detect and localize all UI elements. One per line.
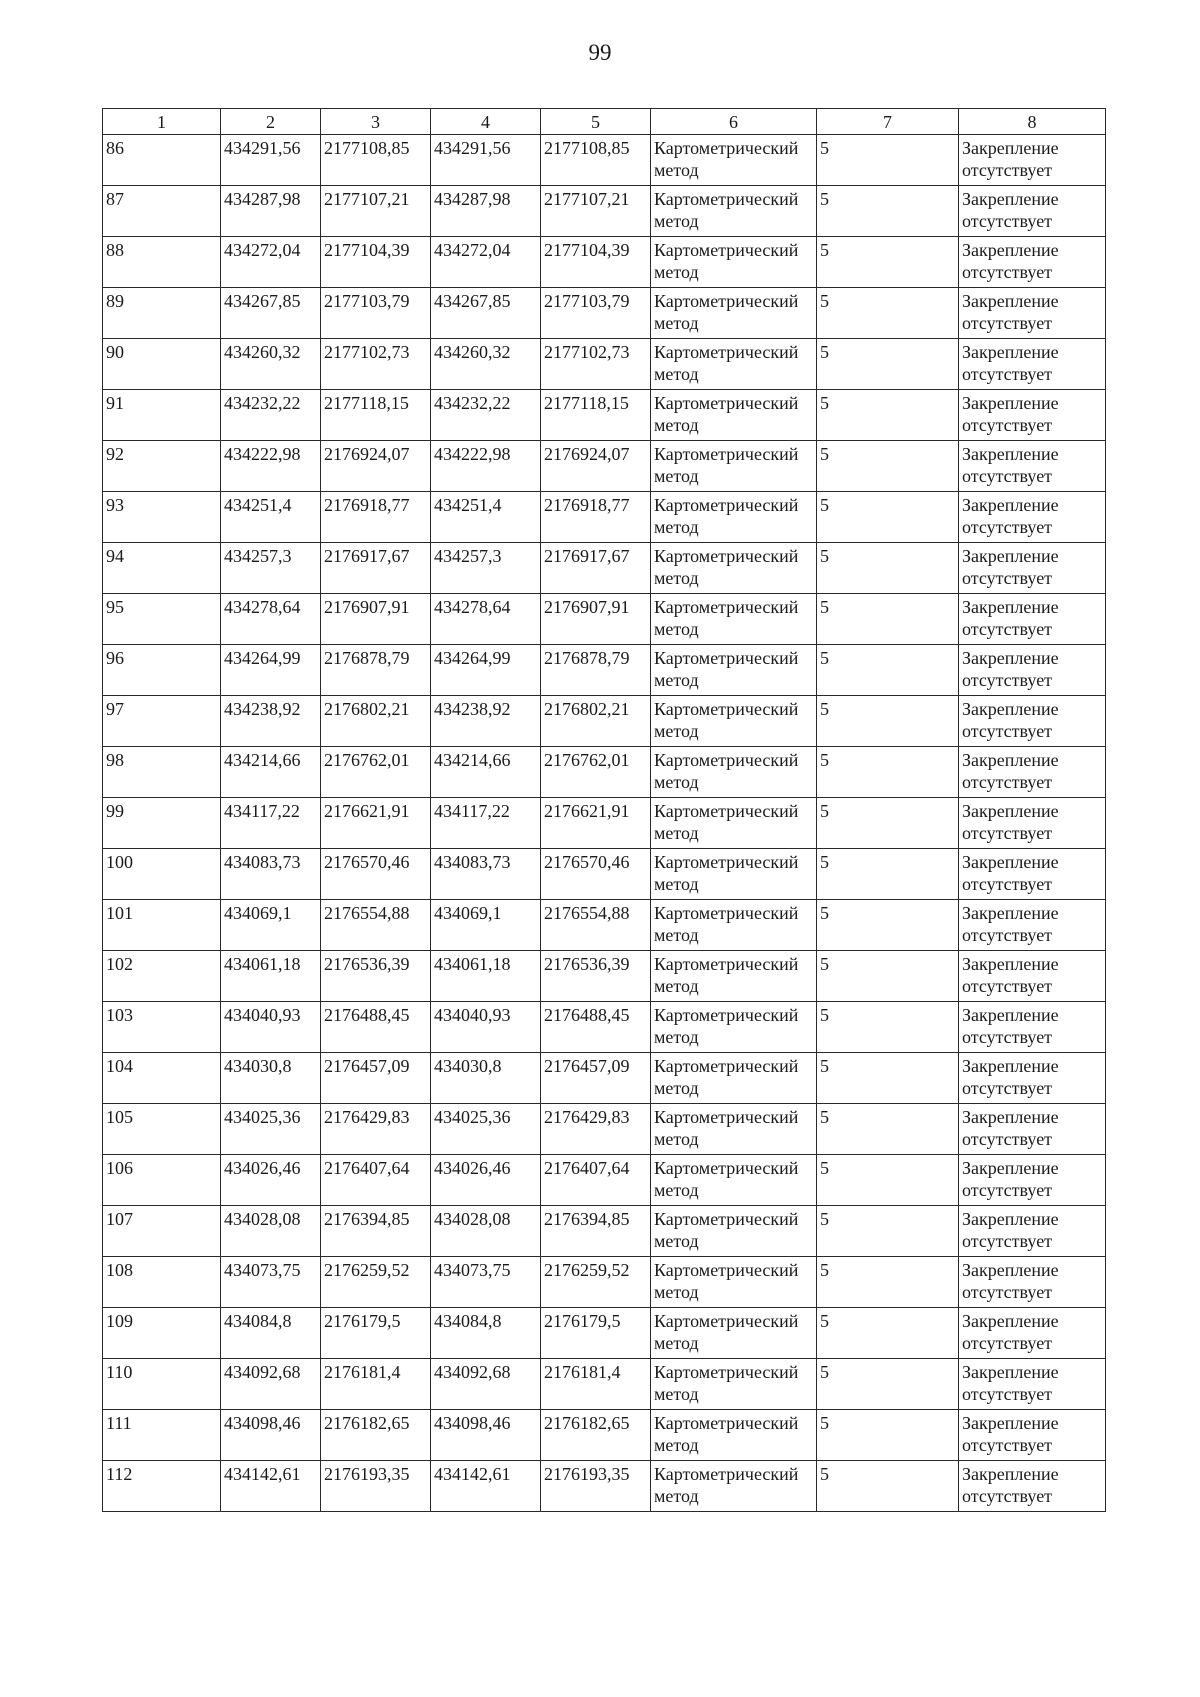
y-coordinate-cell: 2176182,65 (321, 1410, 431, 1461)
table-row (103, 1257, 1106, 1308)
fixing-description-cell: Закрепление отсутствует (959, 951, 1106, 1002)
y-coordinate-cell: 2177108,85 (321, 135, 431, 186)
fixing-description-cell: Закрепление отсутствует (959, 798, 1106, 849)
y-coordinate-cell: 2176917,67 (541, 543, 651, 594)
fixing-description-cell: Закрепление отсутствует (959, 1461, 1106, 1512)
y-coordinate-cell: 2176429,83 (541, 1104, 651, 1155)
x-coordinate-cell: 434084,8 (221, 1308, 321, 1359)
y-coordinate-cell: 2176762,01 (541, 747, 651, 798)
accuracy-cell: 5 (817, 237, 959, 288)
fixing-description-cell: Закрепление отсутствует (959, 1257, 1106, 1308)
method-cell: Картометрический метод (651, 1461, 817, 1512)
method-cell: Картометрический метод (651, 237, 817, 288)
x-coordinate-cell: 434291,56 (431, 135, 541, 186)
point-number-cell: 107 (103, 1206, 221, 1257)
x-coordinate-cell: 434222,98 (431, 441, 541, 492)
y-coordinate-cell: 2176762,01 (321, 747, 431, 798)
point-number-cell: 89 (103, 288, 221, 339)
y-coordinate-cell: 2176924,07 (321, 441, 431, 492)
method-cell: Картометрический метод (651, 1002, 817, 1053)
method-cell: Картометрический метод (651, 492, 817, 543)
x-coordinate-cell: 434267,85 (431, 288, 541, 339)
method-cell: Картометрический метод (651, 849, 817, 900)
x-coordinate-cell: 434287,98 (221, 186, 321, 237)
table-row (103, 1206, 1106, 1257)
page-number: 99 (588, 40, 612, 65)
accuracy-cell: 5 (817, 951, 959, 1002)
method-cell: Картометрический метод (651, 594, 817, 645)
y-coordinate-cell: 2177102,73 (541, 339, 651, 390)
point-number-cell: 108 (103, 1257, 221, 1308)
method-cell: Картометрический метод (651, 339, 817, 390)
table-row (103, 1461, 1106, 1512)
y-coordinate-cell: 2176193,35 (541, 1461, 651, 1512)
accuracy-cell: 5 (817, 1053, 959, 1104)
y-coordinate-cell: 2177104,39 (541, 237, 651, 288)
y-coordinate-cell: 2176457,09 (321, 1053, 431, 1104)
column-header: 2 (221, 109, 321, 135)
fixing-description-cell: Закрепление отсутствует (959, 1308, 1106, 1359)
method-cell: Картометрический метод (651, 390, 817, 441)
x-coordinate-cell: 434142,61 (221, 1461, 321, 1512)
fixing-description-cell: Закрепление отсутствует (959, 849, 1106, 900)
fixing-description-cell: Закрепление отсутствует (959, 543, 1106, 594)
table-row (103, 390, 1106, 441)
x-coordinate-cell: 434257,3 (431, 543, 541, 594)
fixing-description-cell: Закрепление отсутствует (959, 441, 1106, 492)
point-number-cell: 100 (103, 849, 221, 900)
fixing-description-cell: Закрепление отсутствует (959, 1359, 1106, 1410)
y-coordinate-cell: 2176570,46 (541, 849, 651, 900)
x-coordinate-cell: 434278,64 (431, 594, 541, 645)
x-coordinate-cell: 434040,93 (431, 1002, 541, 1053)
y-coordinate-cell: 2176179,5 (321, 1308, 431, 1359)
x-coordinate-cell: 434040,93 (221, 1002, 321, 1053)
point-number-cell: 103 (103, 1002, 221, 1053)
y-coordinate-cell: 2177108,85 (541, 135, 651, 186)
table-row (103, 186, 1106, 237)
y-coordinate-cell: 2176394,85 (321, 1206, 431, 1257)
point-number-cell: 105 (103, 1104, 221, 1155)
y-coordinate-cell: 2176536,39 (321, 951, 431, 1002)
method-cell: Картометрический метод (651, 441, 817, 492)
fixing-description-cell: Закрепление отсутствует (959, 1206, 1106, 1257)
y-coordinate-cell: 2176878,79 (321, 645, 431, 696)
column-header: 3 (321, 109, 431, 135)
table-row (103, 1155, 1106, 1206)
accuracy-cell: 5 (817, 798, 959, 849)
table-row (103, 441, 1106, 492)
x-coordinate-cell: 434098,46 (431, 1410, 541, 1461)
x-coordinate-cell: 434061,18 (221, 951, 321, 1002)
x-coordinate-cell: 434287,98 (431, 186, 541, 237)
y-coordinate-cell: 2176570,46 (321, 849, 431, 900)
point-number-cell: 96 (103, 645, 221, 696)
table-row (103, 1053, 1106, 1104)
y-coordinate-cell: 2176182,65 (541, 1410, 651, 1461)
x-coordinate-cell: 434214,66 (431, 747, 541, 798)
fixing-description-cell: Закрепление отсутствует (959, 390, 1106, 441)
method-cell: Картометрический метод (651, 1257, 817, 1308)
method-cell: Картометрический метод (651, 1155, 817, 1206)
x-coordinate-cell: 434257,3 (221, 543, 321, 594)
table-row (103, 1308, 1106, 1359)
fixing-description-cell: Закрепление отсутствует (959, 288, 1106, 339)
y-coordinate-cell: 2177107,21 (541, 186, 651, 237)
x-coordinate-cell: 434083,73 (431, 849, 541, 900)
y-coordinate-cell: 2177107,21 (321, 186, 431, 237)
table-row (103, 288, 1106, 339)
table-row (103, 492, 1106, 543)
y-coordinate-cell: 2177118,15 (321, 390, 431, 441)
fixing-description-cell: Закрепление отсутствует (959, 1155, 1106, 1206)
y-coordinate-cell: 2176179,5 (541, 1308, 651, 1359)
method-cell: Картометрический метод (651, 951, 817, 1002)
y-coordinate-cell: 2176536,39 (541, 951, 651, 1002)
x-coordinate-cell: 434264,99 (431, 645, 541, 696)
point-number-cell: 110 (103, 1359, 221, 1410)
accuracy-cell: 5 (817, 543, 959, 594)
x-coordinate-cell: 434278,64 (221, 594, 321, 645)
fixing-description-cell: Закрепление отсутствует (959, 186, 1106, 237)
accuracy-cell: 5 (817, 1410, 959, 1461)
x-coordinate-cell: 434025,36 (431, 1104, 541, 1155)
point-number-cell: 112 (103, 1461, 221, 1512)
fixing-description-cell: Закрепление отсутствует (959, 747, 1106, 798)
accuracy-cell: 5 (817, 696, 959, 747)
point-number-cell: 91 (103, 390, 221, 441)
accuracy-cell: 5 (817, 135, 959, 186)
method-cell: Картометрический метод (651, 798, 817, 849)
accuracy-cell: 5 (817, 492, 959, 543)
x-coordinate-cell: 434222,98 (221, 441, 321, 492)
method-cell: Картометрический метод (651, 135, 817, 186)
accuracy-cell: 5 (817, 1206, 959, 1257)
point-number-cell: 111 (103, 1410, 221, 1461)
table-row (103, 645, 1106, 696)
y-coordinate-cell: 2177103,79 (541, 288, 651, 339)
x-coordinate-cell: 434232,22 (221, 390, 321, 441)
x-coordinate-cell: 434214,66 (221, 747, 321, 798)
x-coordinate-cell: 434069,1 (431, 900, 541, 951)
method-cell: Картометрический метод (651, 288, 817, 339)
y-coordinate-cell: 2176181,4 (321, 1359, 431, 1410)
x-coordinate-cell: 434030,8 (221, 1053, 321, 1104)
accuracy-cell: 5 (817, 1104, 959, 1155)
point-number-cell: 90 (103, 339, 221, 390)
y-coordinate-cell: 2176554,88 (321, 900, 431, 951)
accuracy-cell: 5 (817, 339, 959, 390)
x-coordinate-cell: 434232,22 (431, 390, 541, 441)
table-row (103, 594, 1106, 645)
fixing-description-cell: Закрепление отсутствует (959, 1002, 1106, 1053)
x-coordinate-cell: 434260,32 (431, 339, 541, 390)
y-coordinate-cell: 2176457,09 (541, 1053, 651, 1104)
table-body (103, 135, 1106, 1512)
accuracy-cell: 5 (817, 1308, 959, 1359)
y-coordinate-cell: 2176394,85 (541, 1206, 651, 1257)
fixing-description-cell: Закрепление отсутствует (959, 645, 1106, 696)
header-row (103, 109, 1106, 135)
y-coordinate-cell: 2176802,21 (541, 696, 651, 747)
x-coordinate-cell: 434272,04 (221, 237, 321, 288)
point-number-cell: 87 (103, 186, 221, 237)
x-coordinate-cell: 434260,32 (221, 339, 321, 390)
table-row (103, 696, 1106, 747)
y-coordinate-cell: 2176907,91 (321, 594, 431, 645)
accuracy-cell: 5 (817, 441, 959, 492)
point-number-cell: 98 (103, 747, 221, 798)
table-row (103, 747, 1106, 798)
method-cell: Картометрический метод (651, 1104, 817, 1155)
fixing-description-cell: Закрепление отсутствует (959, 339, 1106, 390)
table-row (103, 1104, 1106, 1155)
x-coordinate-cell: 434030,8 (431, 1053, 541, 1104)
x-coordinate-cell: 434238,92 (221, 696, 321, 747)
coordinates-table (102, 108, 1106, 1512)
y-coordinate-cell: 2176488,45 (541, 1002, 651, 1053)
x-coordinate-cell: 434084,8 (431, 1308, 541, 1359)
accuracy-cell: 5 (817, 594, 959, 645)
x-coordinate-cell: 434264,99 (221, 645, 321, 696)
y-coordinate-cell: 2176907,91 (541, 594, 651, 645)
x-coordinate-cell: 434117,22 (221, 798, 321, 849)
y-coordinate-cell: 2176554,88 (541, 900, 651, 951)
y-coordinate-cell: 2177102,73 (321, 339, 431, 390)
y-coordinate-cell: 2177104,39 (321, 237, 431, 288)
y-coordinate-cell: 2176621,91 (541, 798, 651, 849)
accuracy-cell: 5 (817, 1002, 959, 1053)
table-row (103, 237, 1106, 288)
table-row (103, 1359, 1106, 1410)
fixing-description-cell: Закрепление отсутствует (959, 1104, 1106, 1155)
point-number-cell: 94 (103, 543, 221, 594)
point-number-cell: 93 (103, 492, 221, 543)
table-row (103, 951, 1106, 1002)
y-coordinate-cell: 2177118,15 (541, 390, 651, 441)
y-coordinate-cell: 2176193,35 (321, 1461, 431, 1512)
method-cell: Картометрический метод (651, 1053, 817, 1104)
table-row (103, 543, 1106, 594)
column-header: 8 (959, 109, 1106, 135)
x-coordinate-cell: 434061,18 (431, 951, 541, 1002)
table-row (103, 135, 1106, 186)
x-coordinate-cell: 434083,73 (221, 849, 321, 900)
accuracy-cell: 5 (817, 747, 959, 798)
accuracy-cell: 5 (817, 1461, 959, 1512)
fixing-description-cell: Закрепление отсутствует (959, 492, 1106, 543)
y-coordinate-cell: 2176259,52 (321, 1257, 431, 1308)
y-coordinate-cell: 2176917,67 (321, 543, 431, 594)
point-number-cell: 97 (103, 696, 221, 747)
method-cell: Картометрический метод (651, 543, 817, 594)
column-header: 4 (431, 109, 541, 135)
fixing-description-cell: Закрепление отсутствует (959, 900, 1106, 951)
method-cell: Картометрический метод (651, 1410, 817, 1461)
accuracy-cell: 5 (817, 390, 959, 441)
x-coordinate-cell: 434069,1 (221, 900, 321, 951)
x-coordinate-cell: 434092,68 (221, 1359, 321, 1410)
method-cell: Картометрический метод (651, 645, 817, 696)
table-row (103, 1002, 1106, 1053)
point-number-cell: 95 (103, 594, 221, 645)
y-coordinate-cell: 2176488,45 (321, 1002, 431, 1053)
point-number-cell: 106 (103, 1155, 221, 1206)
point-number-cell: 102 (103, 951, 221, 1002)
table-header (103, 109, 1106, 135)
y-coordinate-cell: 2176407,64 (541, 1155, 651, 1206)
method-cell: Картометрический метод (651, 1206, 817, 1257)
fixing-description-cell: Закрепление отсутствует (959, 1410, 1106, 1461)
y-coordinate-cell: 2176918,77 (321, 492, 431, 543)
y-coordinate-cell: 2176802,21 (321, 696, 431, 747)
x-coordinate-cell: 434098,46 (221, 1410, 321, 1461)
y-coordinate-cell: 2176918,77 (541, 492, 651, 543)
accuracy-cell: 5 (817, 288, 959, 339)
accuracy-cell: 5 (817, 849, 959, 900)
table-row (103, 1410, 1106, 1461)
table-row (103, 339, 1106, 390)
x-coordinate-cell: 434028,08 (221, 1206, 321, 1257)
table-row (103, 849, 1106, 900)
method-cell: Картометрический метод (651, 696, 817, 747)
y-coordinate-cell: 2176181,4 (541, 1359, 651, 1410)
y-coordinate-cell: 2176621,91 (321, 798, 431, 849)
x-coordinate-cell: 434025,36 (221, 1104, 321, 1155)
point-number-cell: 101 (103, 900, 221, 951)
fixing-description-cell: Закрепление отсутствует (959, 135, 1106, 186)
y-coordinate-cell: 2176429,83 (321, 1104, 431, 1155)
x-coordinate-cell: 434272,04 (431, 237, 541, 288)
point-number-cell: 86 (103, 135, 221, 186)
x-coordinate-cell: 434238,92 (431, 696, 541, 747)
table-row (103, 798, 1106, 849)
method-cell: Картометрический метод (651, 1359, 817, 1410)
x-coordinate-cell: 434026,46 (221, 1155, 321, 1206)
x-coordinate-cell: 434073,75 (221, 1257, 321, 1308)
x-coordinate-cell: 434026,46 (431, 1155, 541, 1206)
column-header: 7 (817, 109, 959, 135)
point-number-cell: 92 (103, 441, 221, 492)
accuracy-cell: 5 (817, 1359, 959, 1410)
x-coordinate-cell: 434073,75 (431, 1257, 541, 1308)
column-header: 6 (651, 109, 817, 135)
x-coordinate-cell: 434251,4 (221, 492, 321, 543)
accuracy-cell: 5 (817, 1155, 959, 1206)
method-cell: Картометрический метод (651, 747, 817, 798)
accuracy-cell: 5 (817, 1257, 959, 1308)
x-coordinate-cell: 434142,61 (431, 1461, 541, 1512)
table-row (103, 900, 1106, 951)
column-header: 1 (103, 109, 221, 135)
column-header: 5 (541, 109, 651, 135)
point-number-cell: 104 (103, 1053, 221, 1104)
x-coordinate-cell: 434291,56 (221, 135, 321, 186)
y-coordinate-cell: 2176878,79 (541, 645, 651, 696)
method-cell: Картометрический метод (651, 900, 817, 951)
point-number-cell: 88 (103, 237, 221, 288)
y-coordinate-cell: 2176924,07 (541, 441, 651, 492)
x-coordinate-cell: 434117,22 (431, 798, 541, 849)
method-cell: Картометрический метод (651, 1308, 817, 1359)
accuracy-cell: 5 (817, 645, 959, 696)
accuracy-cell: 5 (817, 900, 959, 951)
accuracy-cell: 5 (817, 186, 959, 237)
x-coordinate-cell: 434092,68 (431, 1359, 541, 1410)
fixing-description-cell: Закрепление отсутствует (959, 237, 1106, 288)
fixing-description-cell: Закрепление отсутствует (959, 594, 1106, 645)
fixing-description-cell: Закрепление отсутствует (959, 696, 1106, 747)
point-number-cell: 99 (103, 798, 221, 849)
y-coordinate-cell: 2176259,52 (541, 1257, 651, 1308)
x-coordinate-cell: 434028,08 (431, 1206, 541, 1257)
fixing-description-cell: Закрепление отсутствует (959, 1053, 1106, 1104)
y-coordinate-cell: 2177103,79 (321, 288, 431, 339)
point-number-cell: 109 (103, 1308, 221, 1359)
x-coordinate-cell: 434267,85 (221, 288, 321, 339)
y-coordinate-cell: 2176407,64 (321, 1155, 431, 1206)
method-cell: Картометрический метод (651, 186, 817, 237)
x-coordinate-cell: 434251,4 (431, 492, 541, 543)
